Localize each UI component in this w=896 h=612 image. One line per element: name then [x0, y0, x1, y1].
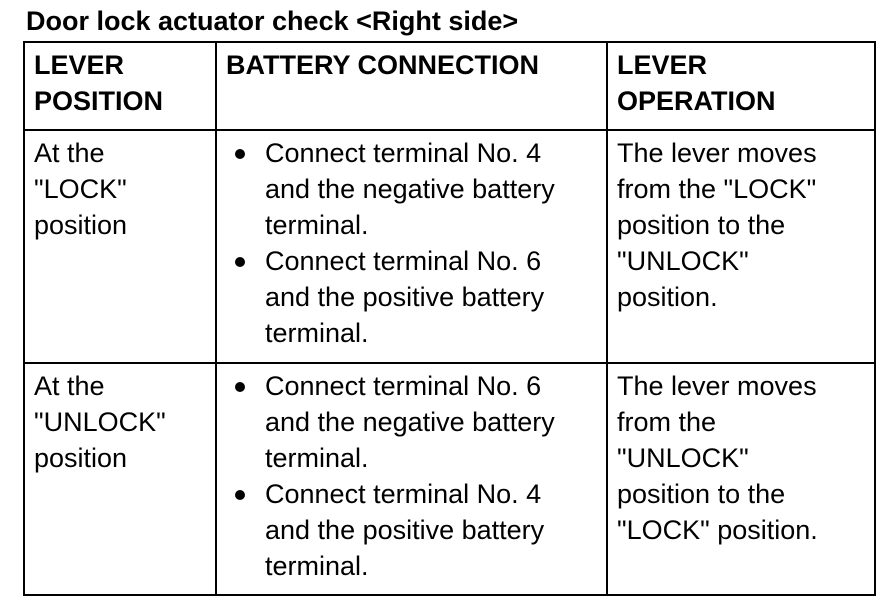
cell-text-line: position to the	[617, 479, 786, 509]
cell-lever-position	[24, 130, 216, 363]
header-text-line: LEVER	[617, 50, 708, 80]
cell-text-line: The lever moves	[617, 138, 817, 168]
cell-text-line: and the negative battery	[265, 407, 555, 437]
bullet-dot-icon	[235, 382, 245, 392]
cell-text-line: terminal.	[265, 210, 369, 240]
cell-text-line: position	[34, 443, 128, 473]
bullet-dot-icon	[235, 149, 245, 159]
connection-step	[226, 368, 598, 476]
connection-steps-list	[226, 368, 598, 584]
bullet-dot-icon	[235, 257, 245, 267]
cell-text-line: "UNLOCK"	[617, 443, 749, 473]
cell-text-line: At the	[34, 138, 105, 168]
cell-text-line: from the	[617, 407, 717, 437]
cell-text-line: position to the	[617, 210, 786, 240]
cell-text-line: position.	[617, 282, 718, 312]
connection-step	[226, 476, 598, 584]
cell-text-line: and the negative battery	[265, 174, 555, 204]
cell-text-line: The lever moves	[617, 371, 817, 401]
header-lever-operation	[607, 42, 875, 130]
cell-battery-connection	[216, 130, 607, 363]
connection-step	[226, 135, 598, 243]
cell-text-line: terminal.	[265, 443, 369, 473]
cell-text-line: Connect terminal No. 4	[265, 138, 542, 168]
cell-text-line: Connect terminal No. 4	[265, 479, 542, 509]
table-row	[24, 130, 875, 363]
connection-steps-list	[226, 135, 598, 351]
cell-text-line: "UNLOCK"	[34, 407, 166, 437]
cell-text-line: and the positive battery	[265, 515, 545, 545]
cell-text-line: At the	[34, 371, 105, 401]
header-lever-position	[24, 42, 216, 130]
table-row	[24, 363, 875, 595]
cell-text-line: terminal.	[265, 551, 369, 581]
cell-text-line: "LOCK"	[34, 174, 127, 204]
header-text-line: POSITION	[34, 86, 164, 116]
cell-lever-position	[24, 363, 216, 595]
header-battery-connection	[216, 42, 607, 130]
table-header-row	[24, 42, 875, 130]
header-text-line: LEVER	[34, 50, 125, 80]
cell-lever-operation	[607, 130, 875, 363]
header-text-line: OPERATION	[617, 86, 776, 116]
cell-battery-connection	[216, 363, 607, 595]
page-title: Door lock actuator check <Right side>	[26, 6, 519, 36]
cell-text-line: and the positive battery	[265, 282, 545, 312]
cell-text-line: "UNLOCK"	[617, 246, 749, 276]
cell-lever-operation	[607, 363, 875, 595]
actuator-check-table	[23, 41, 876, 596]
connection-step	[226, 243, 598, 351]
cell-text-line: Connect terminal No. 6	[265, 246, 542, 276]
cell-text-line: "LOCK" position.	[617, 515, 818, 545]
cell-text-line: from the "LOCK"	[617, 174, 817, 204]
header-text-line: BATTERY CONNECTION	[226, 50, 540, 80]
bullet-dot-icon	[235, 490, 245, 500]
cell-text-line: Connect terminal No. 6	[265, 371, 542, 401]
cell-text-line: position	[34, 210, 128, 240]
cell-text-line: terminal.	[265, 318, 369, 348]
